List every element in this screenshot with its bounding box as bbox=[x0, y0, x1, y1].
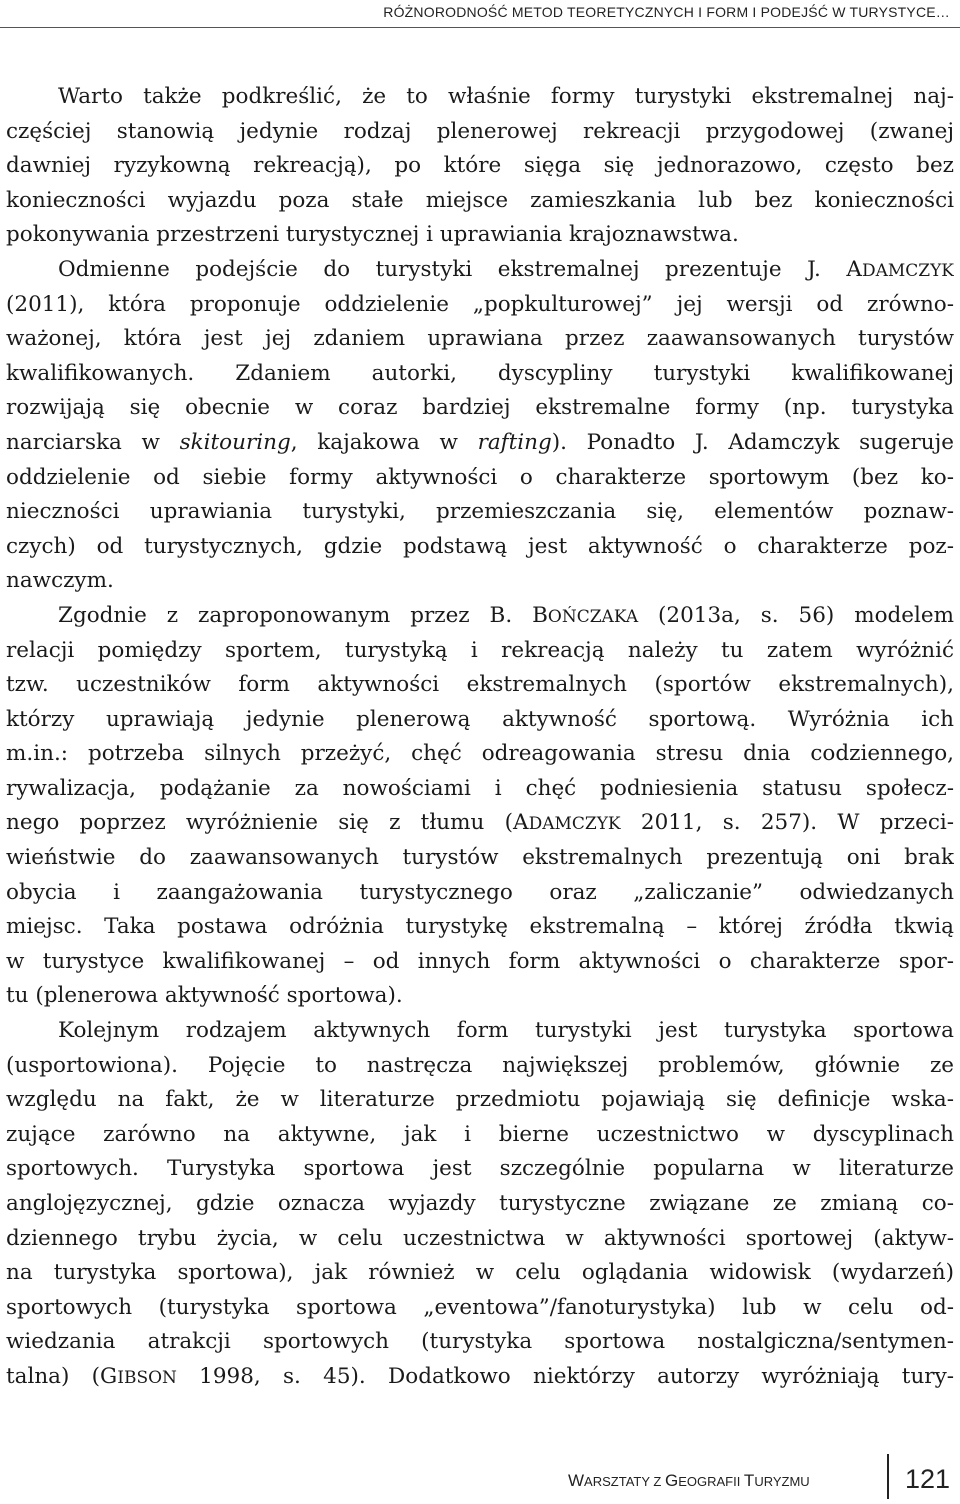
text-line: kwalifikowanych. Zdaniem autorki, dyscypliny turystyki kwalifikowanej bbox=[6, 360, 954, 386]
text-line: wiedzania atrakcji sportowych (turystyka sportowa nostalgiczna/sentymen- bbox=[6, 1329, 954, 1355]
footer-journal-title: WARSZTATY Z GEOGRAFII TURYZMU bbox=[568, 1471, 810, 1490]
text-line: na turystyka sportowa), jak również w celu oglądania widowisk (wydarzeń) bbox=[6, 1260, 954, 1286]
author-name: DAMCZYK bbox=[861, 260, 954, 281]
text-line: sportowych (turystyka sportowa „eventowa”/fanoturystyka) lub w celu od- bbox=[6, 1294, 954, 1320]
italic-term: rafting bbox=[477, 429, 552, 455]
text-line: Odmienne podejście do turystyki ekstremalnej prezentuje J. ADAMCZYK bbox=[58, 256, 954, 282]
running-header: RÓŻNORODNOŚĆ METOD TEORETYCZNYCH I FORM I PODEJŚĆ W TURYSTYCE… bbox=[383, 4, 950, 20]
text-line: w turystyce kwalifikowanej – od innych form aktywności o charakterze spor- bbox=[6, 948, 954, 974]
text-line: wieństwie do zaawansowanych turystów ekstremalnych prezentują oni brak bbox=[6, 845, 954, 871]
text-line: oddzielenie od siebie formy aktywności o charakterze sportowym (bez ko- bbox=[6, 464, 954, 490]
text-line: zujące zarówno na aktywne, jak i bierne uczestnictwo w dyscyplinach bbox=[6, 1121, 954, 1147]
text-line: którzy uprawiają jedynie plenerową aktywność sportową. Wyróżnia ich bbox=[6, 706, 954, 732]
text-line: nawczym. bbox=[6, 568, 114, 594]
text-line: m.in.: potrzeba silnych przeżyć, chęć odreagowania stresu dnia codziennego, bbox=[6, 741, 954, 767]
text-line: ważonej, która jest jej zdaniem uprawiana przez zaawansowanych turystów bbox=[6, 326, 954, 352]
header-rule bbox=[0, 27, 960, 28]
text-line: anglojęzycznej, gdzie oznacza wyjazdy turystyczne związane ze zmianą co- bbox=[6, 1191, 954, 1216]
text-line: talna) (GIBSON 1998, s. 45). Dodatkowo niektórzy autorzy wyróżniają tury- bbox=[6, 1363, 954, 1389]
text-line: Warto także podkreślić, że to właśnie formy turystyki ekstremalnej naj- bbox=[58, 84, 954, 109]
text-line: nieczności uprawiania turystyki, przemieszczania się, elementów poznaw- bbox=[6, 499, 954, 525]
text-line: Kolejnym rodzajem aktywnych form turystyki jest turystyka sportowa bbox=[58, 1018, 954, 1044]
text-line: rywalizacja, podążanie za nowościami i chęć podniesienia statusu społecz- bbox=[6, 775, 954, 801]
text-line: tzw. uczestników form aktywności ekstremalnych (sportów ekstremalnych), bbox=[6, 672, 954, 698]
author-name: OŃCZAKA bbox=[547, 606, 639, 627]
text-line: sportowych. Turystyka sportowa jest szczególnie popularna w literaturze bbox=[6, 1156, 954, 1182]
text-line: relacji pomiędzy sportem, turystyką i rekreacją należy tu zatem wyróżnić bbox=[6, 637, 954, 663]
text-line: względu na fakt, że w literaturze przedmiotu pojawiają się definicje wska- bbox=[6, 1087, 954, 1113]
text-line: Zgodnie z zaproponowanym przez B. BOŃCZAKA (2013a, s. 56) modelem bbox=[58, 602, 954, 628]
author-name: IBSON bbox=[117, 1367, 177, 1388]
text-line: obycia i zaangażowania turystycznego oraz „zaliczanie” odwiedzanych bbox=[6, 879, 954, 905]
text-line: konieczności wyjazdu poza stałe miejsce zamieszkania lub bez konieczności bbox=[6, 187, 954, 213]
text-line: tu (plenerowa aktywność sportowa). bbox=[6, 983, 403, 1009]
text-line: narciarska w skitouring, kajakowa w rafting). Ponadto J. Adamczyk sugeruje bbox=[6, 429, 954, 455]
text-line: nego poprzez wyróżnienie się z tłumu (ADAMCZYK 2011, s. 257). W przeci- bbox=[6, 810, 954, 836]
text-line: pokonywania przestrzeni turystycznej i uprawiania krajoznawstwa. bbox=[6, 222, 739, 248]
italic-term: skitouring bbox=[179, 429, 291, 455]
text-line: dawniej ryzykowną rekreacją), po które sięga się jednorazowo, często bez bbox=[6, 153, 954, 179]
text-line: częściej stanowią jedynie rodzaj plenerowej rekreacji przygodowej (zwanej bbox=[6, 118, 954, 144]
footer-divider bbox=[887, 1454, 889, 1499]
page-number: 121 bbox=[905, 1464, 951, 1494]
text-line: (usportowiona). Pojęcie to nastręcza największej problemów, głównie ze bbox=[6, 1052, 954, 1078]
text-line: miejsc. Taka postawa odróżnia turystykę ekstremalną – której źródła tkwią bbox=[6, 914, 954, 940]
text-line: dziennego trybu życia, w celu uczestnictwa w aktywności sportowej (aktyw- bbox=[6, 1225, 954, 1251]
body-text bbox=[6, 80, 954, 1395]
text-line: (2011), która proponuje oddzielenie „popkulturowej” jej wersji od zrówno- bbox=[6, 291, 954, 317]
author-name: DAMCZYK bbox=[528, 814, 621, 835]
text-line: rozwijają się obecnie w coraz bardziej ekstremalne formy (np. turystyka bbox=[6, 395, 954, 421]
text-line: czych) od turystycznych, gdzie podstawą jest aktywność o charakterze poz- bbox=[6, 533, 954, 559]
